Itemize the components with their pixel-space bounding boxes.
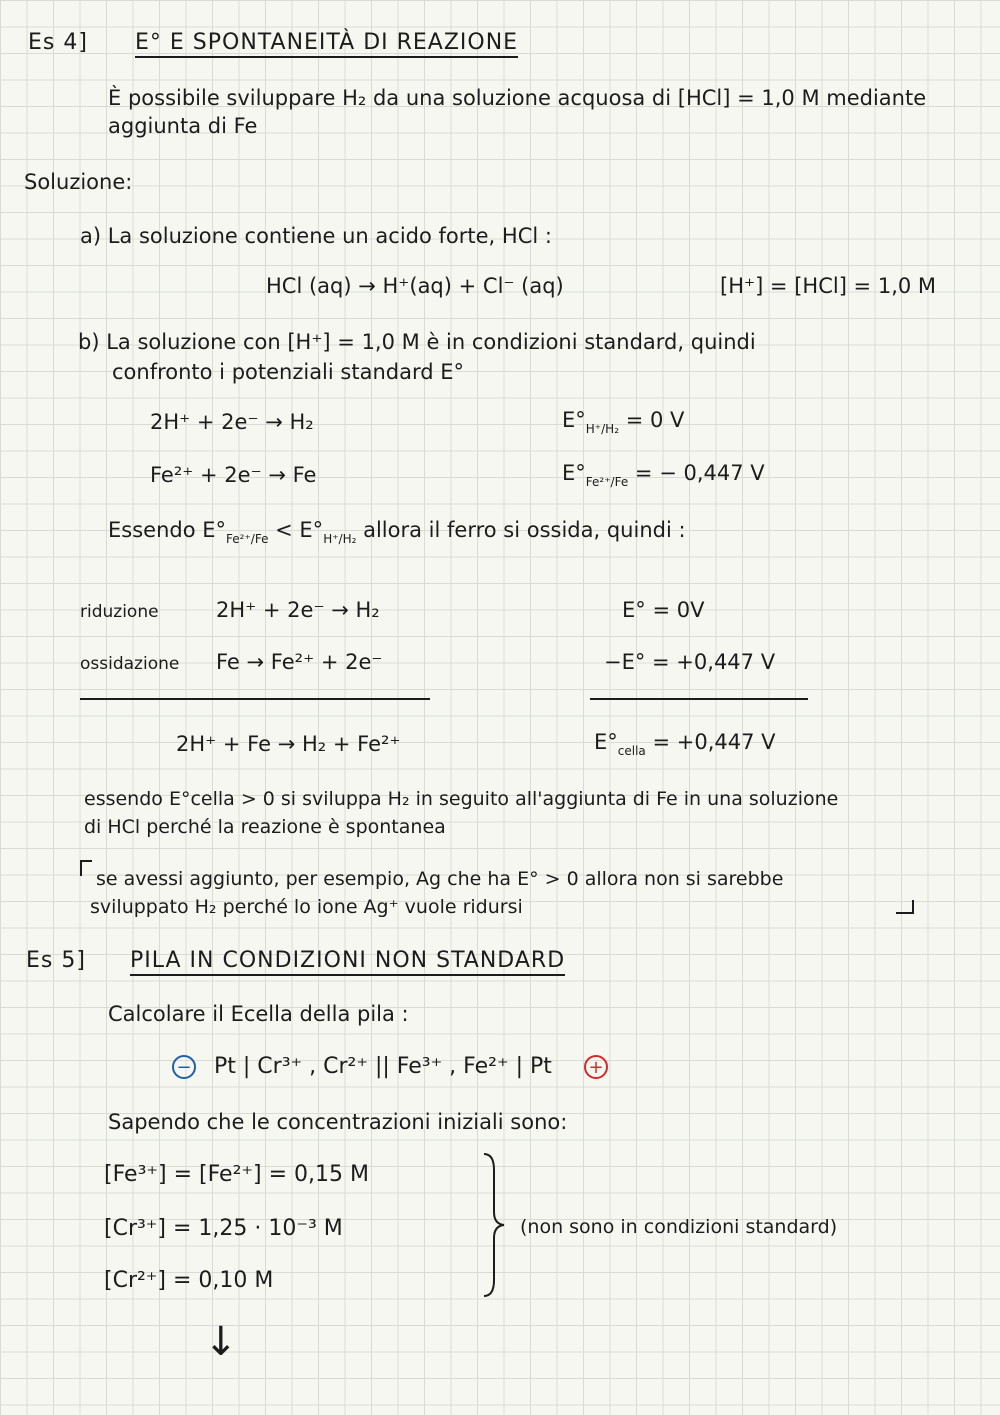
potential-symbol: E°	[594, 730, 618, 754]
potential-subscript: H⁺/H₂	[585, 422, 620, 436]
conclusion-line-2: di HCl perché la reazione è spontanea	[84, 816, 446, 838]
potential-symbol: E°	[562, 461, 586, 485]
minus-circle-icon: −	[172, 1055, 196, 1079]
known-concentrations-line: Sapendo che le concentrazioni iniziali sono:	[108, 1110, 568, 1134]
exercise-4-title: E° E SPONTANEITÀ DI REAZIONE	[135, 32, 518, 58]
plus-circle-icon: +	[584, 1055, 608, 1079]
point-a-line: a) La soluzione contiene un acido forte, HCl :	[80, 224, 552, 248]
point-a-concentration: [H⁺] = [HCl] = 1,0 M	[720, 274, 937, 298]
calc-line: Calcolare il Ecella della pila :	[108, 1002, 409, 1026]
concentration-fe: [Fe³⁺] = [Fe²⁺] = 0,15 M	[104, 1162, 369, 1187]
comparison-text-c: allora il ferro si ossida, quindi :	[356, 518, 686, 542]
point-a-equation: HCl (aq) → H⁺(aq) + Cl⁻ (aq)	[266, 274, 564, 298]
reduction-equation: 2H⁺ + 2e⁻ → H₂	[216, 598, 380, 622]
comparison-sub-1: Fe²⁺/Fe	[226, 532, 269, 546]
question-line-2: aggiunta di Fe	[108, 114, 258, 138]
cell-notation: Pt | Cr³⁺ , Cr²⁺ || Fe³⁺ , Fe²⁺ | Pt	[214, 1054, 552, 1079]
solution-label: Soluzione:	[24, 170, 133, 194]
half-reaction-fe: Fe²⁺ + 2e⁻ → Fe	[150, 463, 317, 487]
non-standard-note: (non sono in condizioni standard)	[520, 1216, 838, 1238]
note-line-1: se avessi aggiunto, per esempio, Ag che ha E° > 0 allora non si sarebbe	[96, 868, 784, 890]
total-equation: 2H⁺ + Fe → H₂ + Fe²⁺	[176, 732, 401, 756]
curly-brace	[478, 1150, 508, 1300]
potential-subscript: cella	[617, 744, 646, 758]
down-arrow: ↓	[204, 1319, 238, 1365]
reduction-potential: E° = 0V	[622, 598, 705, 622]
comparison-line	[108, 520, 686, 545]
cell-potential	[594, 732, 776, 757]
comparison-text-b: < E°	[268, 518, 324, 542]
half-reaction-h: 2H⁺ + 2e⁻ → H₂	[150, 410, 314, 434]
point-b-line-1: b) La soluzione con [H⁺] = 1,0 M è in condizioni standard, quindi	[78, 330, 756, 354]
note-line-2: sviluppato H₂ perché lo ione Ag⁺ vuole ridursi	[90, 896, 523, 918]
potential-subscript: Fe²⁺/Fe	[585, 475, 629, 489]
question-line-1: È possibile sviluppare H₂ da una soluzione acquosa di [HCl] = 1,0 M mediante	[108, 86, 927, 110]
comparison-sub-2: H⁺/H₂	[323, 532, 357, 546]
exercise-5-title: PILA IN CONDIZIONI NON STANDARD	[130, 950, 565, 976]
potential-value: = 0 V	[625, 408, 685, 432]
oxidation-label: ossidazione	[80, 654, 180, 674]
comparison-text-a: Essendo E°	[108, 518, 227, 542]
potential-value: = +0,447 V	[652, 730, 776, 754]
sum-line-right	[590, 698, 808, 700]
potential-symbol: E°	[562, 408, 586, 432]
concentration-cr3: [Cr³⁺] = 1,25 · 10⁻³ M	[104, 1216, 343, 1241]
exercise-4-number: Es 4]	[28, 30, 88, 55]
note-bracket-end	[896, 900, 914, 914]
point-b-line-2: confronto i potenziali standard E°	[112, 360, 464, 384]
potential-fe	[562, 463, 765, 488]
note-bracket-start	[80, 860, 92, 876]
exercise-5-number: Es 5]	[26, 948, 86, 973]
potential-value: = − 0,447 V	[634, 461, 765, 485]
oxidation-potential: −E° = +0,447 V	[604, 650, 776, 674]
potential-h	[562, 410, 684, 435]
reduction-label: riduzione	[80, 602, 159, 622]
conclusion-line-1: essendo E°cella > 0 si sviluppa H₂ in seguito all'aggiunta di Fe in una soluzione	[84, 788, 839, 810]
oxidation-equation: Fe → Fe²⁺ + 2e⁻	[216, 650, 383, 674]
concentration-cr2: [Cr²⁺] = 0,10 M	[104, 1268, 274, 1293]
sum-line-left	[80, 698, 430, 700]
